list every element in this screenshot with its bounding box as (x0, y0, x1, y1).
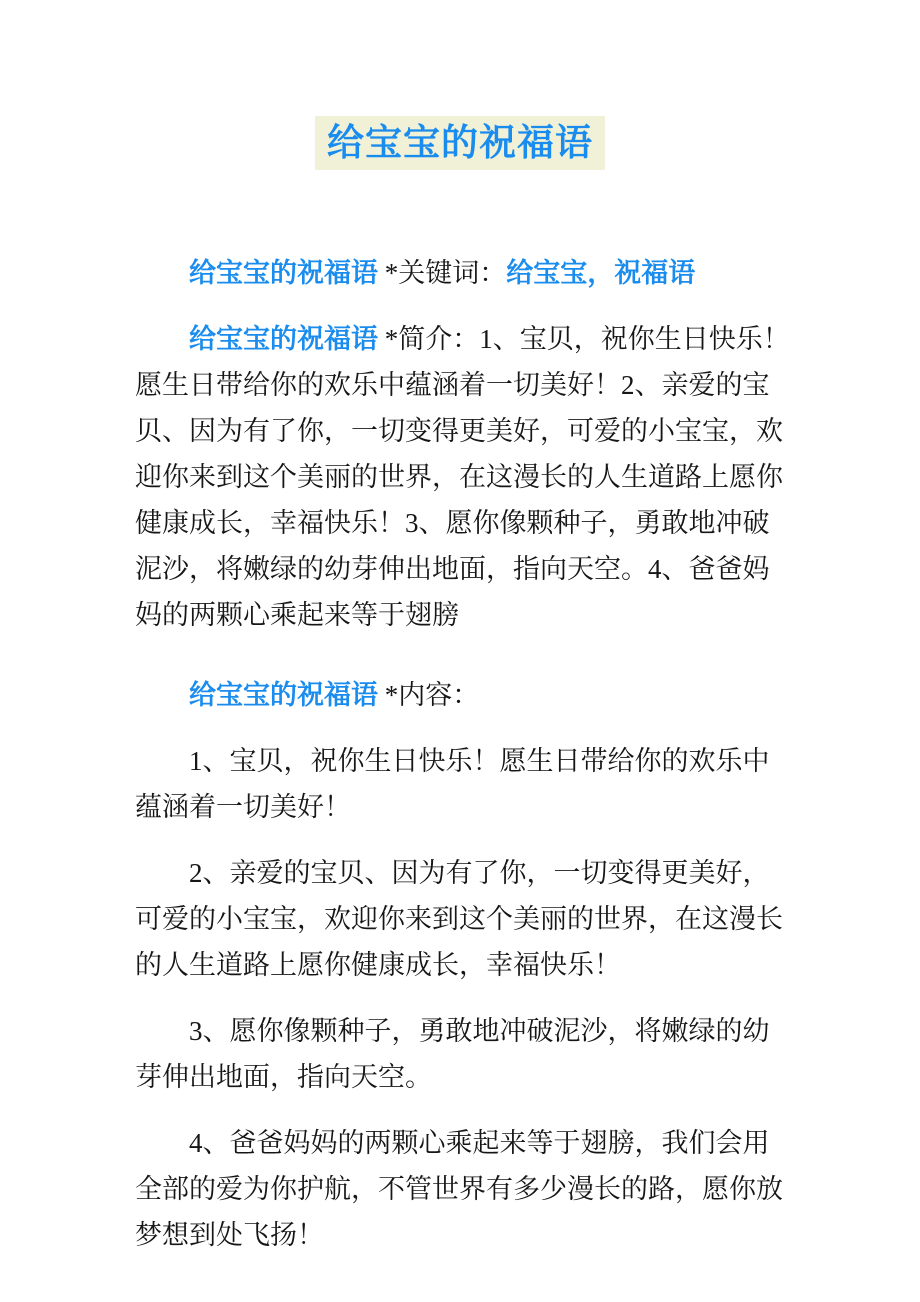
keywords-label: *关键词： (378, 258, 507, 288)
title-row (0, 0, 920, 170)
intro-body-text: 1、宝贝，祝你生日快乐！愿生日带给你的欢乐中蕴涵着一切美好！2、亲爱的宝贝、因为有了你，一切变得更美好，可爱的小宝宝，欢迎你来到这个美丽的世界，在这漫长的人生道路上愿你健康成长，幸福快乐！3、愿你像颗种子，勇敢地冲破泥沙，将嫩绿的幼芽伸出地面，指向天空。4、爸爸妈妈的两颗心乘起来等于翅膀 (135, 324, 790, 630)
content-heading-paragraph (135, 672, 792, 718)
keywords-lead-text: 给宝宝的祝福语 (189, 258, 378, 288)
document-body (135, 250, 792, 1258)
intro-label: *简介： (378, 324, 480, 354)
content-heading-label: *内容： (378, 680, 480, 710)
intro-paragraph (135, 316, 792, 638)
blessing-item-1: 1、宝贝，祝你生日快乐！愿生日带给你的欢乐中蕴涵着一切美好！ (135, 746, 770, 822)
keywords-value: 给宝宝，祝福语 (506, 258, 696, 288)
blessing-item-2: 2、亲爱的宝贝、因为有了你，一切变得更美好，可爱的小宝宝，欢迎你来到这个美丽的世界，在这漫长的人生道路上愿你健康成长，幸福快乐！ (135, 858, 783, 980)
content-heading-lead-text: 给宝宝的祝福语 (189, 680, 378, 710)
blessing-item-4: 4、爸爸妈妈的两颗心乘起来等于翅膀，我们会用全部的爱为你护航，不管世界有多少漫长的路，愿你放梦想到处飞扬！ (135, 1128, 783, 1250)
blessing-item-3: 3、愿你像颗种子，勇敢地冲破泥沙，将嫩绿的幼芽伸出地面，指向天空。 (135, 1016, 770, 1092)
document-title: 给宝宝的祝福语 (315, 116, 605, 170)
intro-lead-text: 给宝宝的祝福语 (189, 324, 378, 354)
keywords-paragraph (135, 250, 792, 296)
